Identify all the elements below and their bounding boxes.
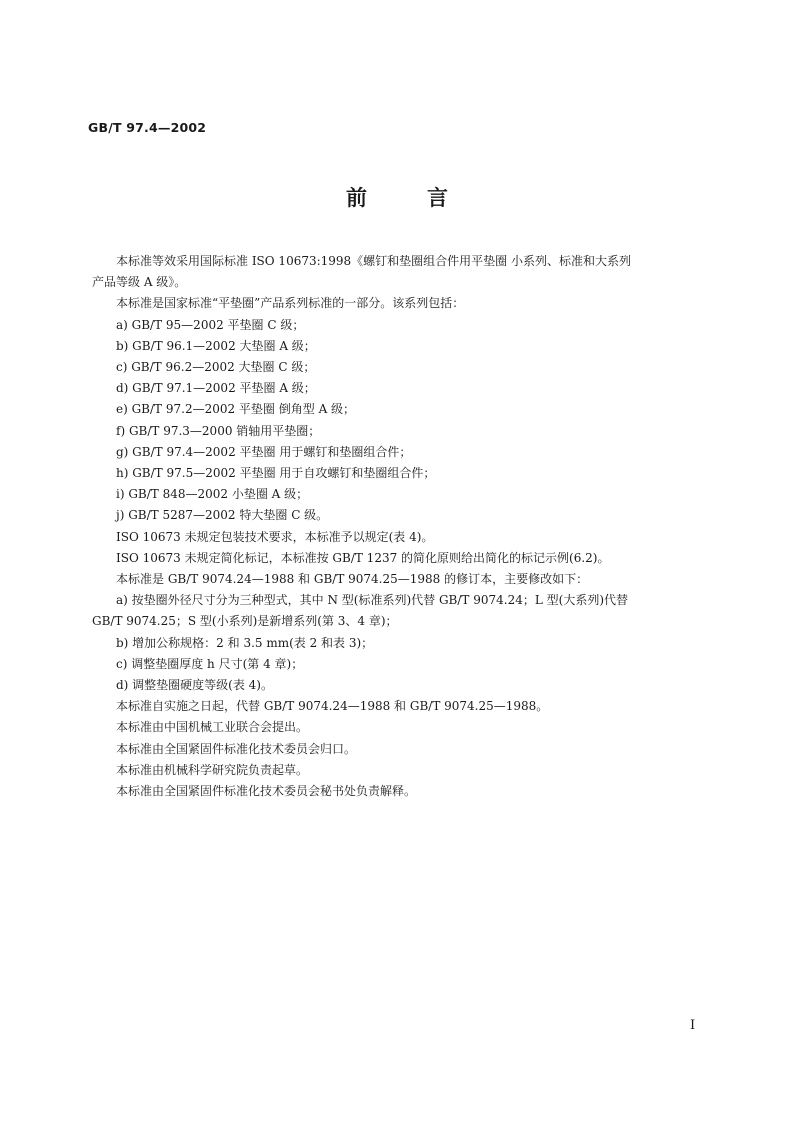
list-item: d) GB/T 97.1—2002 平垫圈 A 级； <box>116 381 316 396</box>
title-char-1: 前 <box>346 186 367 210</box>
list-item: b) 增加公称规格：2 和 3.5 mm(表 2 和表 3)； <box>116 635 374 650</box>
title-char-2: 言 <box>427 186 448 210</box>
paragraph: 本标准是 GB/T 9074.24—1988 和 GB/T 9074.25—1988 的修订本，主要修改如下： <box>116 572 589 587</box>
paragraph: 本标准是国家标准“平垫圈”产品系列标准的一部分。该系列包括： <box>116 296 465 311</box>
standard-code: GB/T 97.4—2002 <box>88 120 207 135</box>
paragraph: ISO 10673 未规定简化标记，本标准按 GB/T 1237 的简化原则给出简化的标记示例(6.2)。 <box>116 550 610 565</box>
list-item: h) GB/T 97.5—2002 平垫圈 用于自攻螺钉和垫圈组合件； <box>116 466 436 481</box>
paragraph: 本标准由机械科学研究院负责起草。 <box>116 762 309 777</box>
paragraph-continuation: 产品等级 A 级》。 <box>92 275 187 290</box>
paragraph: ISO 10673 未规定包装技术要求，本标准予以规定(表 4)。 <box>116 529 434 544</box>
paragraph: 本标准由中国机械工业联合会提出。 <box>116 720 309 735</box>
page-title <box>0 182 794 212</box>
paragraph: 本标准由全国紧固件标准化技术委员会秘书处负责解释。 <box>116 784 417 799</box>
list-item: a) 按垫圈外径尺寸分为三种型式，其中 N 型(标准系列)代替 GB/T 9074.24；L 型(大系列)代替 <box>116 593 628 608</box>
list-item: c) GB/T 96.2—2002 大垫圈 C 级； <box>116 360 316 375</box>
paragraph-continuation: GB/T 9074.25；S 型(小系列)是新增系列(第 3、4 章)； <box>92 614 398 629</box>
list-item: f) GB/T 97.3—2000 销轴用平垫圈； <box>116 423 321 438</box>
paragraph: 本标准由全国紧固件标准化技术委员会归口。 <box>116 741 357 756</box>
list-item: c) 调整垫圈厚度 h 尺寸(第 4 章)； <box>116 656 304 671</box>
paragraph: 本标准等效采用国际标准 ISO 10673:1998《螺钉和垫圈组合件用平垫圈 小系列、标准和大系列 <box>116 254 632 268</box>
paragraph: 本标准自实施之日起，代替 GB/T 9074.24—1988 和 GB/T 9074.25—1988。 <box>116 699 549 714</box>
list-item: a) GB/T 95—2002 平垫圈 C 级； <box>116 317 305 332</box>
list-item: d) 调整垫圈硬度等级(表 4)。 <box>116 678 273 693</box>
list-item: b) GB/T 96.1—2002 大垫圈 A 级； <box>116 338 316 353</box>
foreword-body <box>92 251 706 802</box>
list-item: j) GB/T 5287—2002 特大垫圈 C 级。 <box>116 508 329 523</box>
page-number: I <box>690 1018 696 1033</box>
list-item: g) GB/T 97.4—2002 平垫圈 用于螺钉和垫圈组合件； <box>116 444 412 459</box>
list-item: i) GB/T 848—2002 小垫圈 A 级； <box>116 487 309 502</box>
list-item: e) GB/T 97.2—2002 平垫圈 倒角型 A 级； <box>116 402 356 417</box>
